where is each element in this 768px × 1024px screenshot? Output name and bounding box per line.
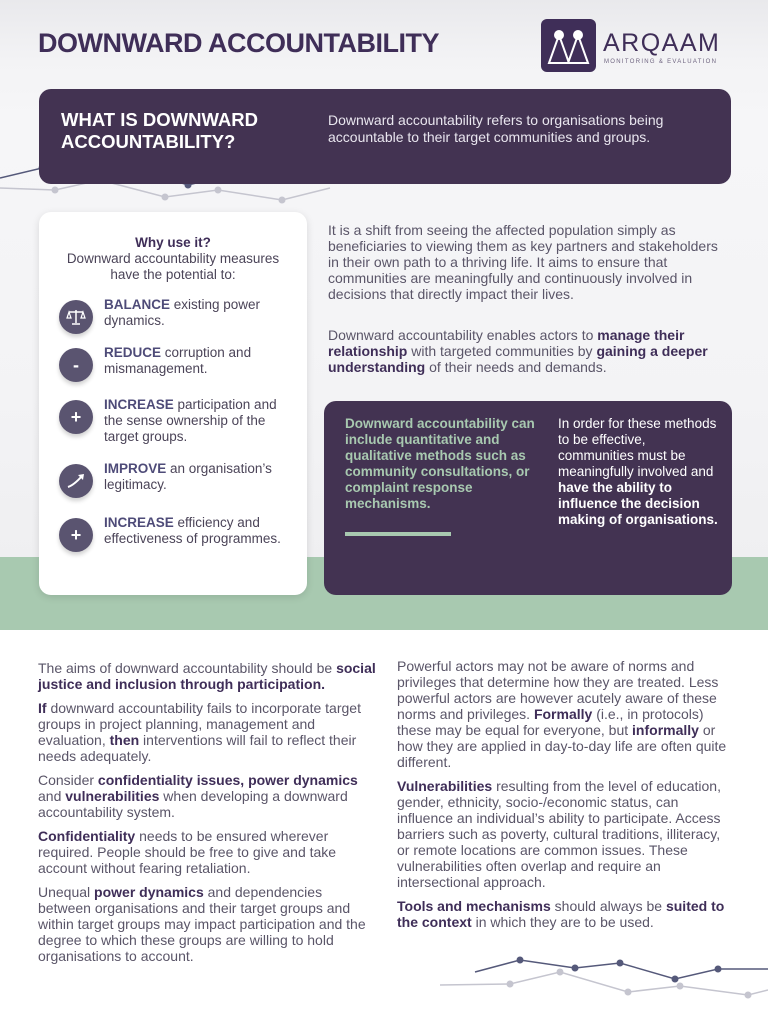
decorative-line-graph (440, 950, 768, 1010)
why-subheading: Downward accountability measures have the potential to: (66, 251, 280, 282)
scales-icon (59, 300, 93, 334)
accent-underline (345, 532, 451, 536)
plus-icon: + (59, 400, 93, 434)
vulnerabilities-paragraph: Vulnerabilities resulting from the level of education, gender, ethnicity, socio-/economic status, can influence an individual’s ability to participate. Access barriers such as poverty, cultural traditions, illiteracy, or remote locations are common issues. These vulnerabilities often overlap and require an intersectional approach. (397, 778, 721, 890)
methods-panel (324, 401, 732, 595)
intro-text: Downward accountability refers to organisations being accountable to their target communities and groups. (328, 112, 664, 145)
upward-arrow-icon (59, 464, 93, 498)
tools-paragraph: Tools and mechanisms should always be suited to the context in which they are to be used. (397, 898, 725, 930)
why-use-it-card (39, 212, 307, 595)
intro-heading: WHAT IS DOWNWARD ACCOUNTABILITY? (61, 109, 258, 152)
logo-mark-icon (541, 19, 596, 72)
benefit-text: INCREASE efficiency and effectiveness of programmes. (104, 515, 281, 546)
logo-name: ARQAAM (603, 29, 721, 57)
page-title: DOWNWARD ACCOUNTABILITY (38, 28, 439, 58)
power-dynamics-paragraph: Unequal power dynamics and dependencies between organisations and their target groups and within target groups may impact participation and the degree to which these groups are willing to hold organisations to account. (38, 884, 366, 964)
why-heading: Why use it? (135, 235, 211, 250)
confidentiality-paragraph: Confidentiality needs to be ensured wherever required. People should be free to give and take account without fearing retaliation. (38, 828, 337, 876)
shift-paragraph: It is a shift from seeing the affected population simply as beneficiaries to viewing them as key partners and stakeholders in their own path to a thriving life. It aims to ensure that communities are meaningfully and continuously involved in decisions that directly impact their lives. (328, 222, 718, 302)
benefit-text: INCREASE participation and the sense ownership of the target groups. (104, 397, 277, 444)
logo-tagline: MONITORING & EVALUATION (604, 59, 718, 65)
consider-paragraph: Consider confidentiality issues, power dynamics and vulnerabilities when developing a downward accountability system. (38, 772, 358, 820)
right-column (397, 658, 731, 938)
methods-condition: In order for these methods to be effective, communities must be meaningfully involved and have the ability to influence the decision making of organisations. (558, 416, 718, 527)
benefit-text: BALANCE existing power dynamics. (104, 297, 261, 328)
benefit-text: REDUCE corruption and mismanagement. (104, 345, 252, 376)
benefit-text: IMPROVE an organisation’s legitimacy. (104, 461, 272, 492)
minus-icon: - (59, 348, 93, 382)
arqaam-logo (541, 19, 741, 75)
intro-panel (39, 89, 731, 184)
plus-icon: + (59, 518, 93, 552)
actors-paragraph: Powerful actors may not be aware of norms and privileges that determine how they are treated. Less powerful actors are however acutely aware of these norms and privileges. Formally (i.e., in protocols) these may be equal for everyone, but informally or how they are applied in day-to-day life are often quite different. (397, 658, 727, 770)
aims-paragraph: The aims of downward accountability should be social justice and inclusion through participation. (38, 660, 376, 692)
methods-statement: Downward accountability can include quantitative and qualitative methods such as community consultations, or complaint response mechanisms. (345, 416, 535, 511)
enables-paragraph: Downward accountability enables actors to manage their relationship with targeted communities by gaining a deeper understanding of their needs and demands. (328, 327, 708, 375)
left-column (38, 660, 378, 972)
if-then-paragraph: If downward accountability fails to incorporate target groups in project planning, management and evaluation, then interventions will fail to reflect their needs adequately. (38, 700, 361, 764)
